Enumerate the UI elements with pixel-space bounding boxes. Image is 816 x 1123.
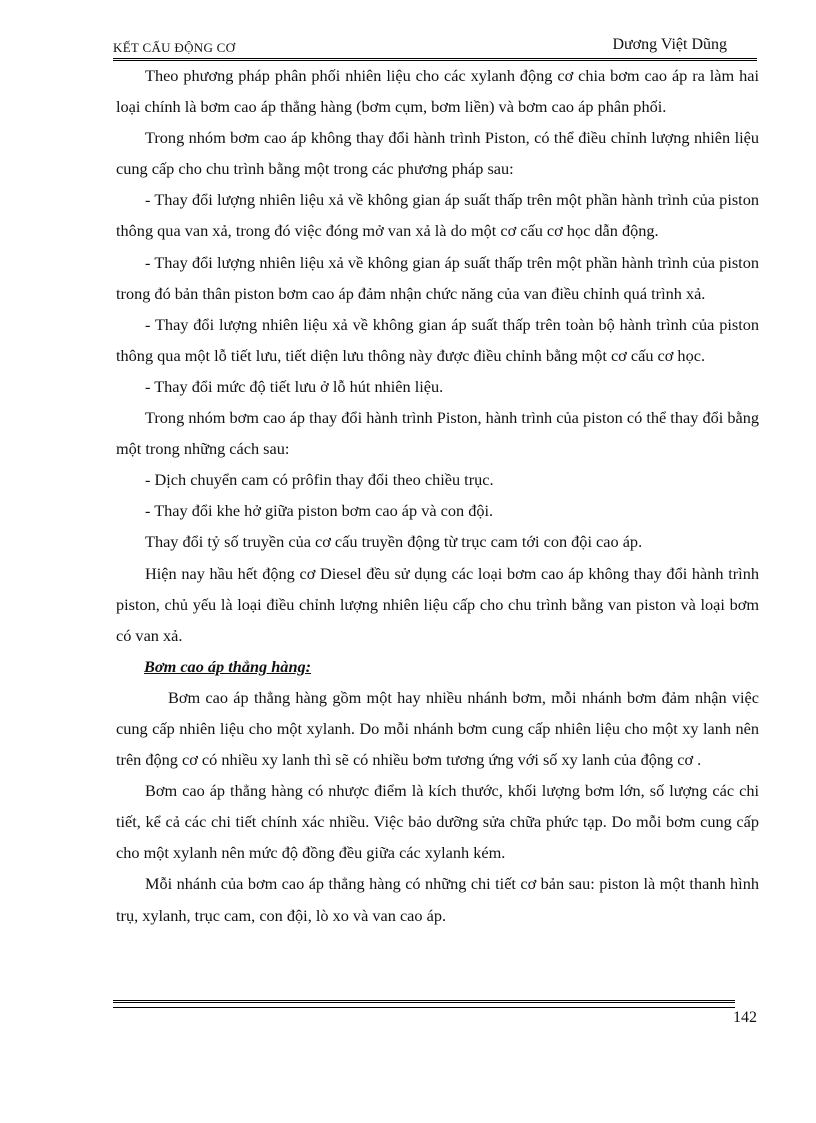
paragraph: Mỗi nhánh của bơm cao áp thẳng hàng có những chi tiết cơ bản sau: piston là một thanh hình trụ, xylanh, trục cam, con đội, lò xo và van cao áp. <box>116 874 759 925</box>
header-author: Dương Việt Dũng <box>612 36 727 53</box>
paragraph: Thay đổi tỷ số truyền của cơ cấu truyền động từ trục cam tới con đội cao áp. <box>145 532 643 552</box>
footer-rule <box>113 1000 735 1008</box>
list-item: - Thay đổi mức độ tiết lưu ở lỗ hút nhiên liệu. <box>145 376 444 396</box>
section-heading: Bơm cao áp thẳng hàng: <box>144 656 312 676</box>
paragraph: Trong nhóm bơm cao áp thay đổi hành trình Piston, hành trình của piston có thể thay đổi bằng một trong những cách sau: <box>116 408 759 459</box>
list-item: - Dịch chuyển cam có prôfin thay đổi theo chiều trục. <box>145 470 494 490</box>
paragraph: Bơm cao áp thẳng hàng có nhược điểm là kích thước, khối lượng bơm lớn, số lượng các chi tiết, kể cả các chi tiết chính xác nhiều. Việc bảo dưỡng sửa chữa phức tạp. Do mỗi bơm cung cấp cho một xylanh nên mức độ đồng đều giữa các xylanh kém. <box>116 781 759 863</box>
list-item: - Thay đổi lượng nhiên liệu xả về không gian áp suất thấp trên một phần hành trình của piston trong đó bản thân piston bơm cao áp đảm nhận chức năng của van điều chỉnh quá trình xả. <box>116 252 759 303</box>
header-title: KẾT CẤU ĐỘNG CƠ <box>113 40 236 55</box>
page-number: 142 <box>733 1009 757 1026</box>
paragraph: Bơm cao áp thẳng hàng gồm một hay nhiều nhánh bơm, mỗi nhánh bơm đảm nhận việc cung cấp nhiên liệu cho một xylanh. Do mỗi nhánh bơm cung cấp nhiên liệu cho một xy lanh nên trên động cơ có nhiều xy lanh thì sẽ có nhiều bơm tương ứng với số xy lanh của động cơ . <box>116 687 759 770</box>
paragraph: Trong nhóm bơm cao áp không thay đổi hành trình Piston, có thể điều chỉnh lượng nhiên liệu cung cấp cho chu trình bằng một trong các phương pháp sau: <box>116 128 759 179</box>
document-body <box>116 60 759 931</box>
page-header <box>113 36 757 58</box>
list-item: - Thay đổi lượng nhiên liệu xả về không gian áp suất thấp trên toàn bộ hành trình của piston thông qua một lỗ tiết lưu, tiết diện lưu thông này được điều chỉnh bằng một cơ cấu cơ học. <box>116 314 759 365</box>
paragraph: Hiện nay hầu hết động cơ Diesel đều sử dụng các loại bơm cao áp không thay đổi hành trình piston, chủ yếu là loại điều chỉnh lượng nhiên liệu cấp cho chu trình bằng van piston và loại bơm có van xả. <box>116 563 759 645</box>
list-item: - Thay đổi lượng nhiên liệu xả về không gian áp suất thấp trên một phần hành trình của piston thông qua van xả, trong đó việc đóng mở van xả là do một cơ cấu cơ học dẫn động. <box>116 190 759 241</box>
paragraph: Theo phương pháp phân phối nhiên liệu cho các xylanh động cơ chia bơm cao áp ra làm hai loại chính là bơm cao áp thẳng hàng (bơm cụm, bơm liền) và bơm cao áp phân phối. <box>116 66 759 117</box>
list-item: - Thay đổi khe hở giữa piston bơm cao áp và con đội. <box>145 501 494 521</box>
